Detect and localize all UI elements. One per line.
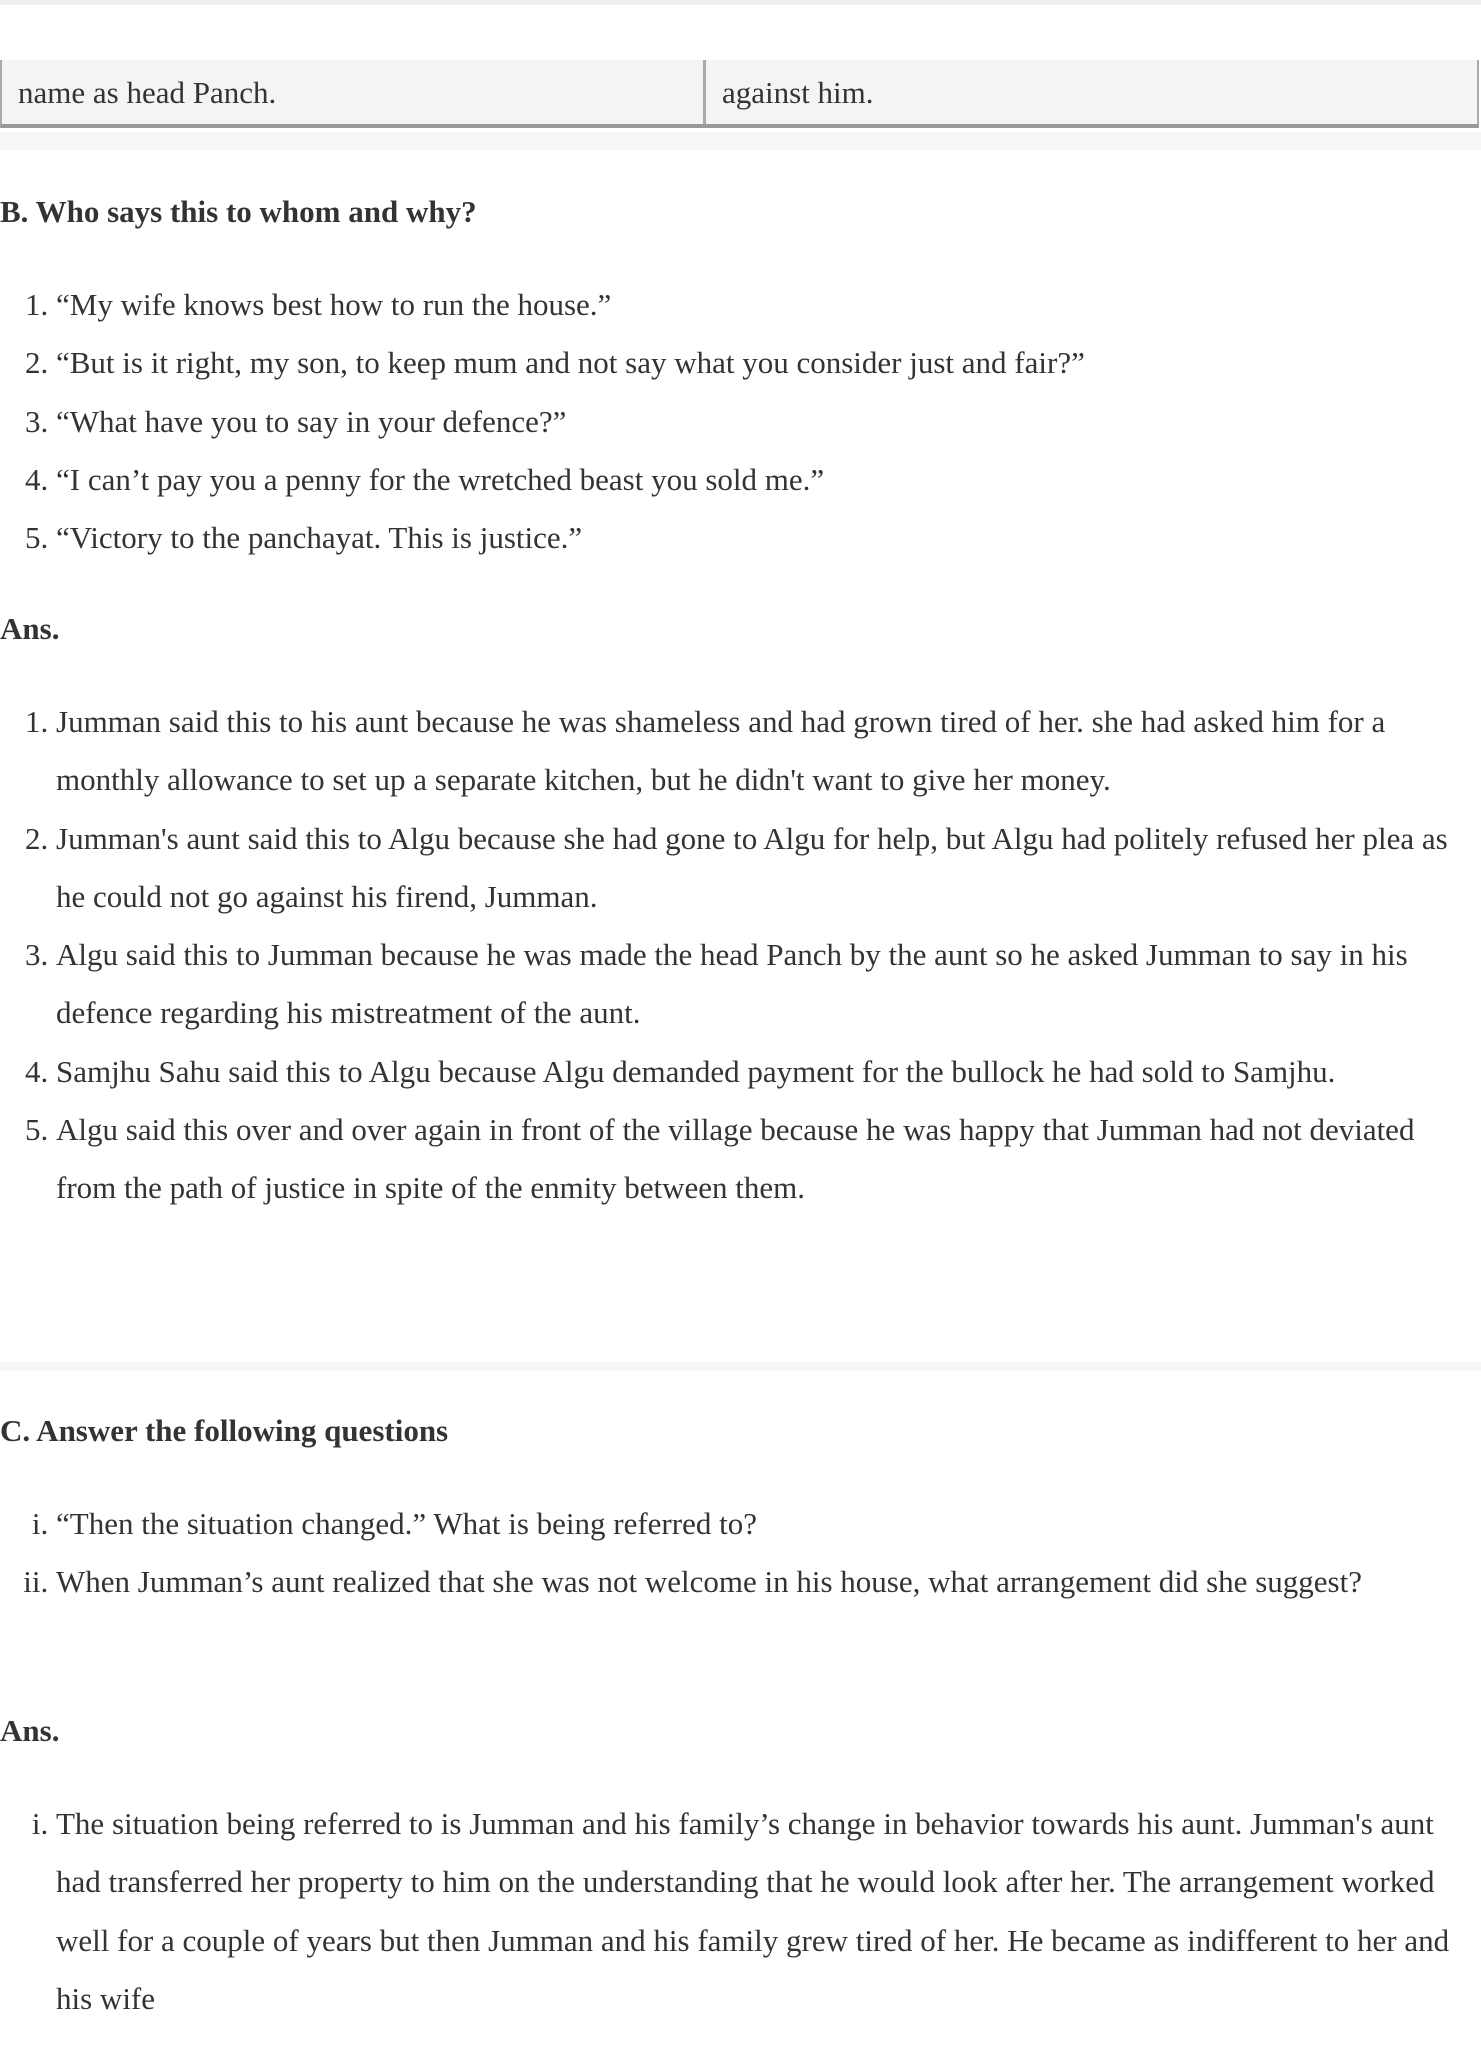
table-cell: against him.	[722, 75, 874, 110]
section-b-questions	[0, 276, 1476, 567]
table-cell: name as head Panch.	[2, 60, 706, 124]
answer-table-row	[0, 60, 1479, 128]
answer-label: Ans.	[0, 1713, 60, 1748]
list-item: 3. Algu said this to Jumman because he was made the head Panch by the aunt so he asked Jumman to say in his defence regarding his mistreatment of the aunt.	[56, 926, 1476, 1043]
section-c-answers	[0, 1795, 1476, 2028]
section-b-answers	[0, 693, 1476, 1218]
list-item: 4. Samjhu Sahu said this to Algu because Algu demanded payment for the bullock he had sold to Samjhu.	[56, 1043, 1476, 1101]
table-scroll-shadow	[0, 132, 1481, 150]
list-item: 5. “Victory to the panchayat. This is justice.”	[56, 509, 1476, 567]
section-c-questions	[0, 1495, 1476, 1612]
list-item: 2. Jumman's aunt said this to Algu because she had gone to Algu for help, but Algu had politely refused her plea as he could not go against his firend, Jumman.	[56, 810, 1476, 927]
list-item: 5. Algu said this over and over again in front of the village because he was happy that Jumman had not deviated from the path of justice in spite of the enmity between them.	[56, 1101, 1476, 1218]
list-item: ii. When Jumman’s aunt realized that she was not welcome in his house, what arrangement did she suggest?	[56, 1553, 1476, 1611]
list-item: 2. “But is it right, my son, to keep mum and not say what you consider just and fair?”	[56, 334, 1476, 392]
top-divider	[0, 0, 1481, 5]
list-item: 1. Jumman said this to his aunt because he was shameless and had grown tired of her. she had asked him for a monthly allowance to set up a separate kitchen, but he didn't want to give her money.	[56, 693, 1476, 810]
section-divider	[0, 1362, 1481, 1371]
list-item: 3. “What have you to say in your defence?”	[56, 393, 1476, 451]
list-item: i. “Then the situation changed.” What is being referred to?	[56, 1495, 1476, 1553]
section-c-heading: C. Answer the following questions	[0, 1413, 449, 1448]
list-item: 4. “I can’t pay you a penny for the wretched beast you sold me.”	[56, 451, 1476, 509]
list-item: i. The situation being referred to is Jumman and his family’s change in behavior towards his aunt. Jumman's aunt had transferred her property to him on the understanding that he would look after her. The arrangement worked well for a couple of years but then Jumman and his family grew tired of her. He became as indifferent to her and his wife	[56, 1795, 1476, 2028]
list-item: 1. “My wife knows best how to run the house.”	[56, 276, 1476, 334]
section-b-heading: B. Who says this to whom and why?	[0, 194, 477, 229]
answer-label: Ans.	[0, 611, 60, 646]
